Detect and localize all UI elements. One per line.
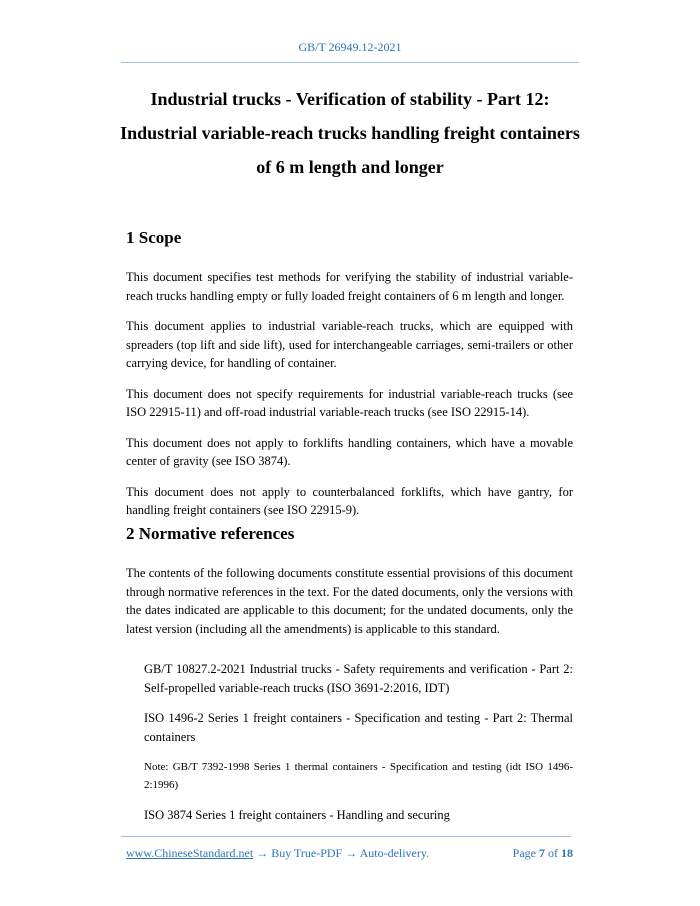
page-header bbox=[0, 40, 700, 55]
reference-note: Note: GB/T 7392-1998 Series 1 thermal containers - Specification and testing (idt ISO 1496-2:1996) bbox=[144, 761, 573, 791]
footer-divider bbox=[121, 836, 571, 837]
website-link[interactable]: www.ChineseStandard.net bbox=[126, 846, 254, 860]
reference-item: ISO 3874 Series 1 freight containers - Handling and securing bbox=[144, 808, 450, 822]
section-2-intro bbox=[126, 564, 573, 650]
page-label: Page bbox=[512, 846, 536, 860]
scope-paragraph: This document does not apply to forklifts handling containers, which have a movable center of gravity (see ISO 3874). bbox=[126, 435, 573, 468]
scope-paragraph: This document specifies test methods for verifying the stability of industrial variable-reach trucks handling empty or fully loaded freight containers of 6 m length and longer. bbox=[126, 270, 573, 303]
reference-list bbox=[144, 660, 573, 837]
standard-id: GB/T 26949.12-2021 bbox=[298, 40, 402, 54]
scope-paragraph: This document applies to industrial variable-reach trucks, which are equipped with spreaders (top lift and side lift), used for interchangeable carriages, semi-trailers or other carrying device, for handling of container. bbox=[126, 319, 573, 370]
header-divider bbox=[121, 62, 579, 63]
page-indicator bbox=[513, 846, 573, 861]
title-line-1: Industrial trucks - Verification of stability - Part 12: bbox=[150, 89, 550, 109]
total-pages: 18 bbox=[561, 846, 573, 860]
scope-paragraph: This document does not specify requirements for industrial variable-reach trucks (see ISO 22915-11) and off-road industrial variable-reach trucks (see ISO 22915-14). bbox=[126, 386, 573, 419]
document-title bbox=[90, 82, 610, 184]
normative-intro-paragraph: The contents of the following documents constitute essential provisions of this document through normative references in the text. For the dated documents, only the versions with the dates indicated are applicable to this document; for the undated documents, only the latest version (including all the amendments) is applicable to this standard. bbox=[126, 566, 573, 636]
section-2-heading: 2 Normative references bbox=[126, 524, 295, 543]
page-of-label: of bbox=[548, 846, 558, 860]
reference-item: GB/T 10827.2-2021 Industrial trucks - Safety requirements and verification - Part 2: Self-propelled variable-reach trucks (ISO 3691-2:2016, IDT) bbox=[144, 662, 573, 695]
scope-paragraph: This document does not apply to counterbalanced forklifts, which have gantry, for handling freight containers (see ISO 22915-9). bbox=[126, 484, 573, 517]
reference-item: ISO 1496-2 Series 1 freight containers - Specification and testing - Part 2: Thermal containers bbox=[144, 711, 573, 744]
section-1-body bbox=[126, 268, 573, 532]
title-line-3: of 6 m length and longer bbox=[256, 157, 444, 177]
footer-tagline: → Buy True-PDF → Auto-delivery. bbox=[253, 846, 430, 860]
page-footer bbox=[126, 846, 573, 861]
title-line-2: Industrial variable-reach trucks handling freight containers bbox=[120, 123, 580, 143]
current-page: 7 bbox=[539, 846, 545, 860]
section-1-heading: 1 Scope bbox=[126, 228, 182, 247]
